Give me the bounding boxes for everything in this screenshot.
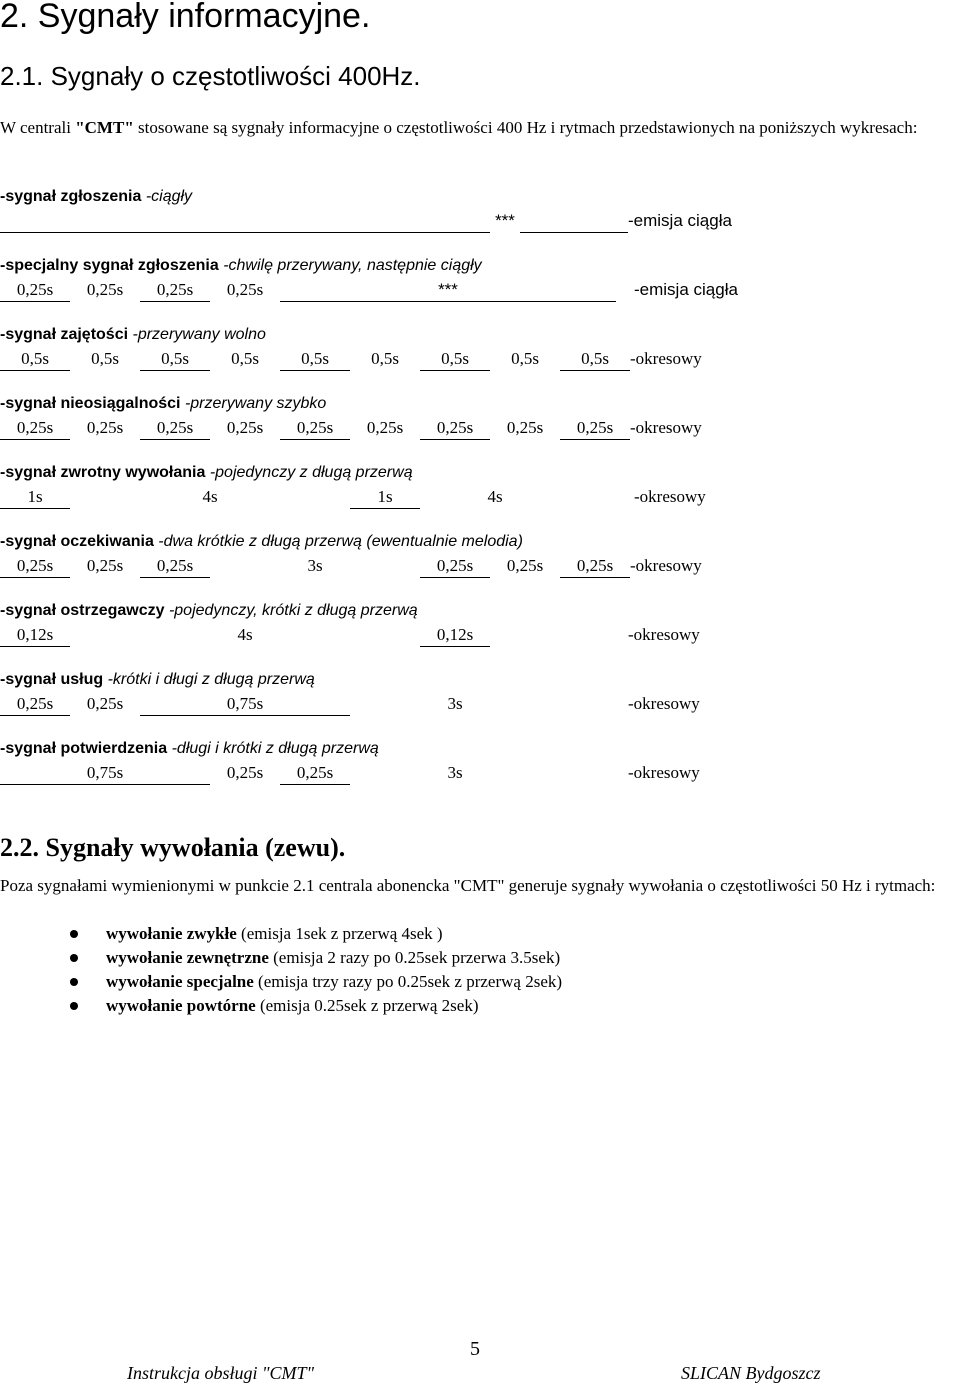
signal-title: [0, 532, 523, 552]
emission-segment: 0,25s: [560, 417, 630, 440]
pause-segment: 0,25s: [86, 694, 124, 713]
emission-segment: [520, 210, 628, 233]
signal-title: [0, 256, 482, 276]
signal-description: -przerywany szybko: [180, 395, 327, 412]
emission-segment: 0,12s: [0, 624, 70, 647]
emission-segment: 0,5s: [280, 348, 350, 371]
signal-timing-row: [0, 210, 960, 234]
signal-name: -sygnał zwrotny wywołania: [0, 464, 206, 481]
item-name: wywołanie specjalne: [106, 972, 254, 991]
signal-description: -ciągły: [141, 188, 193, 205]
footer-left: Instrukcja obsługi "CMT": [127, 1363, 315, 1383]
signal-mode-label: -okresowy: [630, 418, 702, 437]
emission-segment: 0,75s: [0, 762, 210, 785]
bullet-icon: [70, 978, 78, 986]
list-item: [0, 970, 562, 994]
list-item: [0, 994, 562, 1018]
signal-title: [0, 670, 315, 690]
intro-bold: "CMT": [75, 118, 134, 137]
emission-segment: 0,75s: [140, 693, 350, 716]
emission-segment: 0,12s: [420, 624, 490, 647]
list-item: [0, 922, 562, 946]
signal-description: -pojedynczy, krótki z długą przerwą: [164, 602, 418, 619]
section-heading-2-1: 2.1. Sygnały o częstotliwości 400Hz.: [0, 61, 421, 91]
item-detail: (emisja 2 razy po 0.25sek przerwa 3.5sek): [268, 948, 561, 967]
pause-segment: 0,25s: [226, 763, 264, 782]
intro-paragraph: [0, 116, 960, 140]
signal-title: [0, 187, 192, 207]
signal-name: -sygnał zajętości: [0, 326, 129, 343]
signal-timing-row: [0, 417, 960, 441]
bullet-icon: [70, 1002, 78, 1010]
emission-segment: 0,5s: [560, 348, 630, 371]
emission-segment: 0,25s: [0, 417, 70, 440]
pause-segment: 3s: [307, 556, 323, 575]
item-name: wywołanie zwykłe: [106, 924, 237, 943]
emission-segment: 0,5s: [420, 348, 490, 371]
pause-segment: 0,25s: [86, 556, 124, 575]
signal-description: -chwilę przerywany, następnie ciągły: [218, 257, 482, 274]
signal-description: -dwa krótkie z długą przerwą (ewentualnie melodia): [153, 533, 523, 550]
bullet-icon: [70, 930, 78, 938]
signal-timing-row: [0, 624, 960, 648]
signal-timing-row: [0, 486, 960, 510]
signal-name: -sygnał zgłoszenia: [0, 188, 142, 205]
signal-title: [0, 394, 326, 414]
signal-name: -sygnał oczekiwania: [0, 533, 154, 550]
pause-segment: 3s: [447, 694, 463, 713]
emission-segment: 0,25s: [560, 555, 630, 578]
section-heading-2-2: 2.2. Sygnały wywołania (zewu).: [0, 833, 346, 862]
emission-segment: 0,5s: [0, 348, 70, 371]
signal-mode-label: -okresowy: [630, 349, 702, 368]
ringing-list: [0, 922, 562, 1018]
pause-segment: 4s: [237, 625, 253, 644]
signal-name: -sygnał potwierdzenia: [0, 740, 168, 757]
signal-name: -sygnał usług: [0, 671, 104, 688]
signal-description: -przerywany wolno: [128, 326, 266, 343]
emission-segment: 0,25s: [0, 279, 70, 302]
bullet-icon: [70, 954, 78, 962]
item-detail: (emisja 0.25sek z przerwą 2sek): [255, 996, 479, 1015]
signal-mode-label: -okresowy: [634, 487, 706, 506]
signal-mode-label: -emisja ciągła: [628, 211, 732, 230]
item-detail: (emisja trzy razy po 0.25sek z przerwą 2sek): [253, 972, 563, 991]
pause-segment: 0,25s: [366, 418, 404, 437]
emission-segment: 1s: [0, 486, 70, 509]
signal-name: -sygnał ostrzegawczy: [0, 602, 165, 619]
section2-intro: Poza sygnałami wymienionymi w punkcie 2.1 centrala abonencka "CMT" generuje sygnały wywołania o częstotliwości 50 Hz i rytmach:: [0, 876, 936, 895]
pause-segment: 0,25s: [226, 280, 264, 299]
signal-mode-label: -okresowy: [628, 763, 700, 782]
signal-description: -długi i krótki z długą przerwą: [167, 740, 379, 757]
item-detail: (emisja 1sek z przerwą 4sek ): [236, 924, 443, 943]
signal-description: -krótki i długi z długą przerwą: [103, 671, 315, 688]
signal-name: -sygnał nieosiągalności: [0, 395, 181, 412]
emission-segment: 1s: [350, 486, 420, 509]
pause-segment: 0,5s: [371, 349, 399, 368]
signal-mode-label: -okresowy: [628, 694, 700, 713]
pause-segment: 4s: [202, 487, 218, 506]
pause-segment: 3s: [447, 763, 463, 782]
emission-segment: 0,25s: [420, 555, 490, 578]
emission-segment: 0,25s: [140, 417, 210, 440]
pause-segment: 0,5s: [231, 349, 259, 368]
signal-title: [0, 325, 266, 345]
signal-timing-row: [0, 279, 960, 303]
pause-segment: 0,25s: [226, 418, 264, 437]
emission-segment: 0,25s: [420, 417, 490, 440]
pause-segment: 0,25s: [506, 418, 544, 437]
item-name: wywołanie zewnętrzne: [106, 948, 269, 967]
emission-segment: 0,25s: [0, 555, 70, 578]
emission-segment: 0,25s: [140, 279, 210, 302]
list-item: [0, 946, 562, 970]
footer-right: SLICAN Bydgoszcz: [681, 1363, 821, 1383]
signal-name: -specjalny sygnał zgłoszenia: [0, 257, 219, 274]
item-name: wywołanie powtórne: [106, 996, 256, 1015]
page-heading: 2. Sygnały informacyjne.: [0, 0, 371, 35]
emission-segment: ***: [280, 279, 616, 302]
signal-mode-label: -emisja ciągła: [634, 280, 738, 299]
pause-segment: 0,25s: [506, 556, 544, 575]
pause-segment: 0,25s: [86, 418, 124, 437]
emission-segment: 0,25s: [0, 693, 70, 716]
signal-timing-row: [0, 555, 960, 579]
page-number: 5: [470, 1338, 480, 1360]
pause-segment: 4s: [487, 487, 503, 506]
emission-segment: [0, 210, 490, 233]
intro-pre: W centrali: [0, 118, 76, 137]
signal-title: [0, 463, 413, 483]
intro-post: stosowane są sygnały informacyjne o częstotliwości 400 Hz i rytmach przedstawionych na poniższych wykresach:: [133, 118, 918, 137]
signal-timing-row: [0, 693, 960, 717]
emission-segment: 0,25s: [140, 555, 210, 578]
emission-segment: 0,25s: [280, 762, 350, 785]
signal-description: -pojedynczy z długą przerwą: [205, 464, 413, 481]
pause-segment: 0,5s: [511, 349, 539, 368]
pause-segment: 0,5s: [91, 349, 119, 368]
signal-title: [0, 601, 418, 621]
emission-segment: 0,25s: [280, 417, 350, 440]
pause-segment: ***: [495, 211, 515, 230]
signal-mode-label: -okresowy: [628, 625, 700, 644]
signal-mode-label: -okresowy: [630, 556, 702, 575]
emission-segment: 0,5s: [140, 348, 210, 371]
signal-title: [0, 739, 379, 759]
signal-timing-row: [0, 348, 960, 372]
signal-timing-row: [0, 762, 960, 786]
pause-segment: 0,25s: [86, 280, 124, 299]
